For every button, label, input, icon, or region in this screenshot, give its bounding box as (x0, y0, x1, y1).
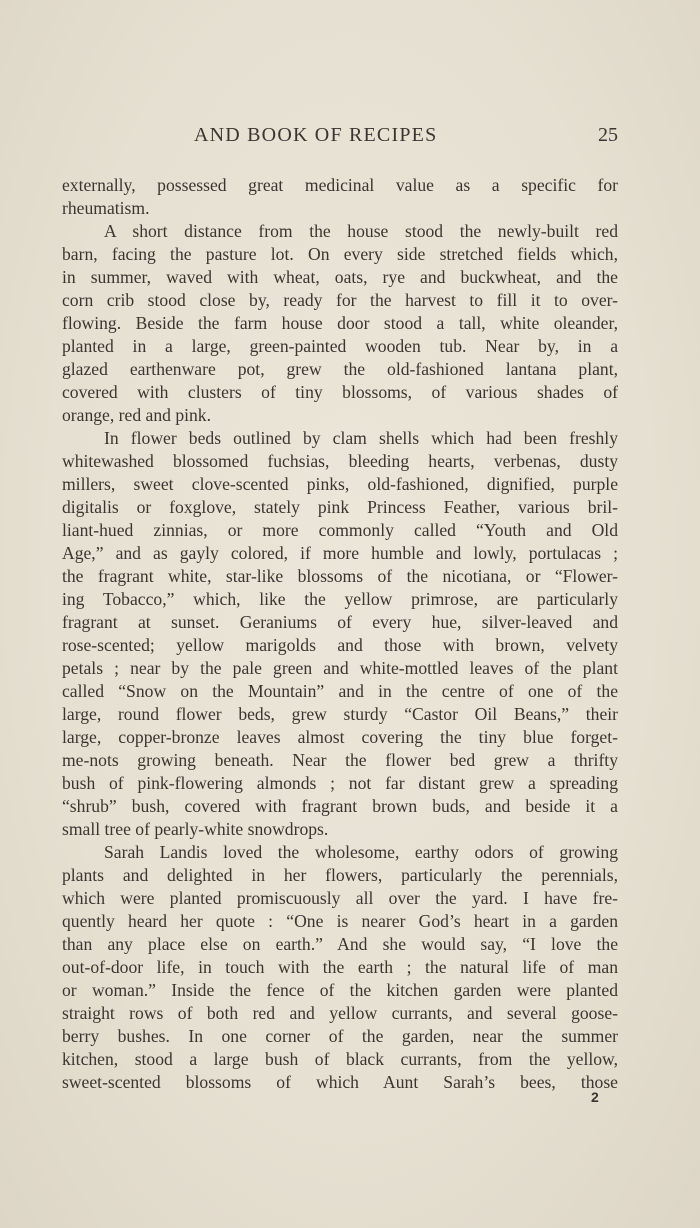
text-line: digitalis or foxglove, stately pink Princess Feather, various bril- (62, 497, 618, 517)
text-line: small tree of pearly-white snowdrops. (62, 819, 329, 839)
text-line: barn, facing the pasture lot. On every side stretched fields which, (62, 244, 618, 264)
running-head (62, 124, 618, 152)
text-line: In flower beds outlined by clam shells which had been freshly (104, 428, 618, 448)
text-line: rose-scented; yellow marigolds and those with brown, velvety (62, 635, 618, 655)
text-line: straight rows of both red and yellow currants, and several goose- (62, 1003, 618, 1023)
text-line: or woman.” Inside the fence of the kitchen garden were planted (62, 980, 618, 1000)
text-line: externally, possessed great medicinal value as a specific for (62, 175, 618, 195)
body-text (62, 174, 618, 1094)
text-line: glazed earthenware pot, grew the old-fashioned lantana plant, (62, 359, 618, 379)
text-line: sweet-scented blossoms of which Aunt Sarah’s bees, those (62, 1072, 618, 1092)
text-line: corn crib stood close by, ready for the harvest to fill it to over- (62, 290, 618, 310)
text-line: me-nots growing beneath. Near the flower bed grew a thrifty (62, 750, 618, 770)
text-line: which were planted promiscuously all over the yard. I have fre- (62, 888, 618, 908)
text-line: Age,” and as gayly colored, if more humble and lowly, portulacas ; (62, 543, 618, 563)
running-title: AND BOOK OF RECIPES (194, 124, 438, 146)
text-line: large, copper-bronze leaves almost covering the tiny blue forget- (62, 727, 618, 747)
text-line: kitchen, stood a large bush of black currants, from the yellow, (62, 1049, 618, 1069)
text-line: ing Tobacco,” which, like the yellow primrose, are particularly (62, 589, 618, 609)
text-line: out-of-door life, in touch with the earth ; the natural life of man (62, 957, 618, 977)
text-line: large, round flower beds, grew sturdy “Castor Oil Beans,” their (62, 704, 618, 724)
text-line: orange, red and pink. (62, 405, 212, 425)
text-line: millers, sweet clove-scented pinks, old-fashioned, dignified, purple (62, 474, 618, 494)
text-line: rheumatism. (62, 198, 150, 218)
text-line: than any place else on earth.” And she would say, “I love the (62, 934, 618, 954)
text-line: quently heard her quote : “One is nearer God’s heart in a garden (62, 911, 618, 931)
text-line: Sarah Landis loved the wholesome, earthy odors of growing (104, 842, 618, 862)
text-line: called “Snow on the Mountain” and in the centre of one of the (62, 681, 618, 701)
text-line: liant-hued zinnias, or more commonly called “Youth and Old (62, 520, 618, 540)
text-line: covered with clusters of tiny blossoms, of various shades of (62, 382, 618, 402)
text-line: planted in a large, green-painted wooden tub. Near by, in a (62, 336, 618, 356)
signature-mark: 2 (591, 1089, 599, 1105)
text-line: whitewashed blossomed fuchsias, bleeding hearts, verbenas, dusty (62, 451, 618, 471)
text-line: A short distance from the house stood the newly-built red (104, 221, 618, 241)
text-line: plants and delighted in her flowers, particularly the perennials, (62, 865, 618, 885)
text-line: “shrub” bush, covered with fragrant brown buds, and beside it a (62, 796, 618, 816)
text-line: in summer, waved with wheat, oats, rye and buckwheat, and the (62, 267, 618, 287)
text-line: the fragrant white, star-like blossoms of the nicotiana, or “Flower- (62, 566, 618, 586)
text-line: fragrant at sunset. Geraniums of every hue, silver-leaved and (62, 612, 618, 632)
text-line: bush of pink-flowering almonds ; not far distant grew a spreading (62, 773, 618, 793)
text-line: flowing. Beside the farm house door stood a tall, white oleander, (62, 313, 618, 333)
text-line: berry bushes. In one corner of the garden, near the summer (62, 1026, 618, 1046)
text-line: petals ; near by the pale green and white-mottled leaves of the plant (62, 658, 618, 678)
page-number: 25 (598, 124, 618, 146)
